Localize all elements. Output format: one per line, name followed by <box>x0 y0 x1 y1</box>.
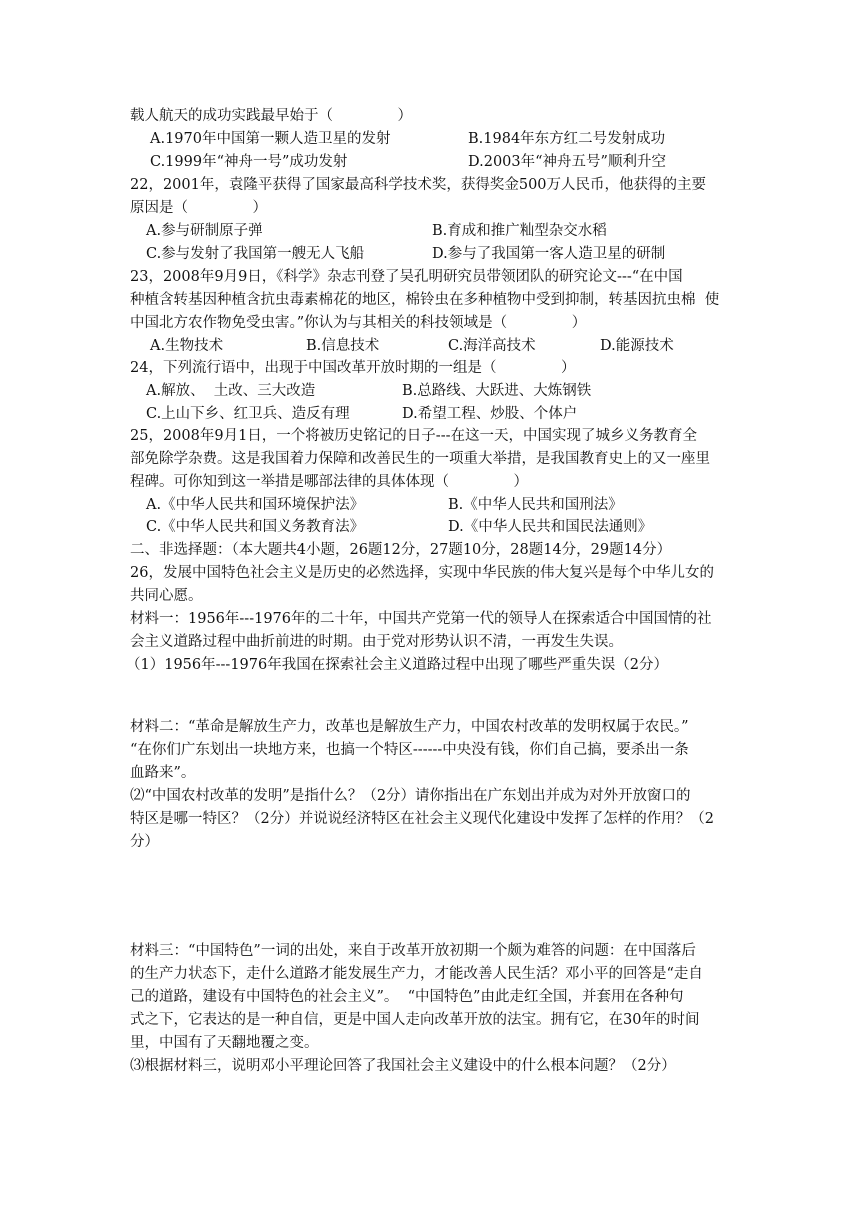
question-26: 26，发展中国特色社会主义是历史的必然选择，实现中华民族的伟大复兴是每个中华儿女的 <box>130 565 714 581</box>
option-d: D.希望工程、炒股、个体户 <box>402 406 578 422</box>
sub-question-2: ⑵“中国农村改革的发明”是指什么？（2分）请你指出在广东划出并成为对外开放窗口的 <box>130 788 691 804</box>
text-line: 分） <box>130 834 159 850</box>
option-d: D.能源技术 <box>600 338 674 354</box>
text-line: 里，中国有了天翻地覆之变。 <box>130 1035 319 1051</box>
text-line: 种植含转基因种植含抗虫毒素棉花的地区，棉铃虫在多种植物中受到抑制，转基因抗虫棉 使 <box>130 292 720 308</box>
option-c: C.1999年“神舟一号”成功发射 <box>150 154 348 170</box>
question-23: 23，2008年9月9日，《科学》杂志刊登了吴孔明研究员带领团队的研究论文---“在中国 <box>130 269 683 285</box>
option-a: A.生物技术 <box>150 338 224 354</box>
option-a: A.《中华人民共和国环境保护法》 <box>146 497 365 513</box>
option-c: C.参与发射了我国第一艘无人飞船 <box>146 246 365 262</box>
option-c: C.海洋高技术 <box>448 338 536 354</box>
sub-question-1: （1）1956年---1976年我国在探索社会主义道路过程中出现了哪些严重失误（2分） <box>126 657 668 673</box>
option-b: B.育成和推广籼型杂交水稻 <box>432 223 607 239</box>
text-line: 中国北方农作物免受虫害。”你认为与其相关的科技领域是（ ） <box>130 315 587 331</box>
option-c: C.《中华人民共和国义务教育法》 <box>146 519 365 535</box>
text-line: 原因是（ ） <box>130 200 268 216</box>
material-1: 材料一：1956年---1976年的二十年，中国共产党第一代的领导人在探索适合中国国情的社 <box>130 611 712 627</box>
text-line: 程碑。可你知到这一举措是哪部法律的具体体现（ ） <box>130 474 529 490</box>
text-line: 式之下，它表达的是一种自信，更是中国人走向改革开放的法宝。拥有它，在30年的时间 <box>130 1012 700 1028</box>
material-3: 材料三：“中国特色”一词的出处，来自于改革开放初期一个颇为难答的问题：在中国落后 <box>130 943 696 959</box>
section-heading: 二、非选择题：（本大题共4小题，26题12分，27题10分，28题14分，29题14分） <box>130 542 672 558</box>
text-line: “在你们广东划出一块地方来，也搞一个特区------中央没有钱，你们自己搞，要杀出一条 <box>130 742 689 758</box>
option-b: B.信息技术 <box>306 338 380 354</box>
text-line: 的生产力状态下，走什么道路才能发展生产力，才能改善人民生活？邓小平的回答是“走自 <box>130 966 703 982</box>
text-line: 共同心愿。 <box>130 588 203 604</box>
material-2: 材料二：“革命是解放生产力，改革也是解放生产力，中国农村改革的发明权属于农民。” <box>130 719 689 735</box>
question-22: 22，2001年，袁隆平获得了国家最高科学技术奖，获得奖金500万人民币，他获得的主要 <box>130 177 707 193</box>
option-d: D.2003年“神舟五号”顺利升空 <box>468 154 666 170</box>
sub-question-3: ⑶根据材料三，说明邓小平理论回答了我国社会主义建设中的什么根本问题？（2分） <box>130 1058 676 1074</box>
text-line: 己的道路，建设有中国特色的社会主义”。 “中国特色”由此走红全国，并套用在各种句 <box>130 989 684 1005</box>
text-line: 部免除学杂费。这是我国着力保障和改善民生的一项重大举措，是我国教育史上的又一座里 <box>130 451 710 467</box>
option-a: A.参与研制原子弹 <box>146 223 263 239</box>
option-a: A.1970年中国第一颗人造卫星的发射 <box>150 131 391 147</box>
option-b: B.《中华人民共和国刑法》 <box>448 497 623 513</box>
option-c: C.上山下乡、红卫兵、造反有理 <box>146 406 350 422</box>
text-line: 载人航天的成功实践最早始于（ ） <box>130 108 413 124</box>
question-24: 24，下列流行语中，出现于中国改革开放时期的一组是（ ） <box>130 360 576 376</box>
text-line: 血路来”。 <box>130 765 196 781</box>
option-b: B.总路线、大跃进、大炼钢铁 <box>402 383 592 399</box>
option-a: A.解放、 土改、三大改造 <box>146 383 316 399</box>
text-line: 特区是哪一特区？（2分）并说说经济特区在社会主义现代化建设中发挥了怎样的作用？（2 <box>130 811 714 827</box>
option-d: D.参与了我国第一客人造卫星的研制 <box>432 246 666 262</box>
option-d: D.《中华人民共和国民法通则》 <box>448 519 653 535</box>
question-25: 25，2008年9月1日，一个将被历史铭记的日子---在这一天，中国实现了城乡义务教育全 <box>130 428 697 444</box>
option-b: B.1984年东方红二号发射成功 <box>468 131 666 147</box>
text-line: 会主义道路过程中曲折前进的时期。由于党对形势认识不清，一再发生失误。 <box>130 634 623 650</box>
